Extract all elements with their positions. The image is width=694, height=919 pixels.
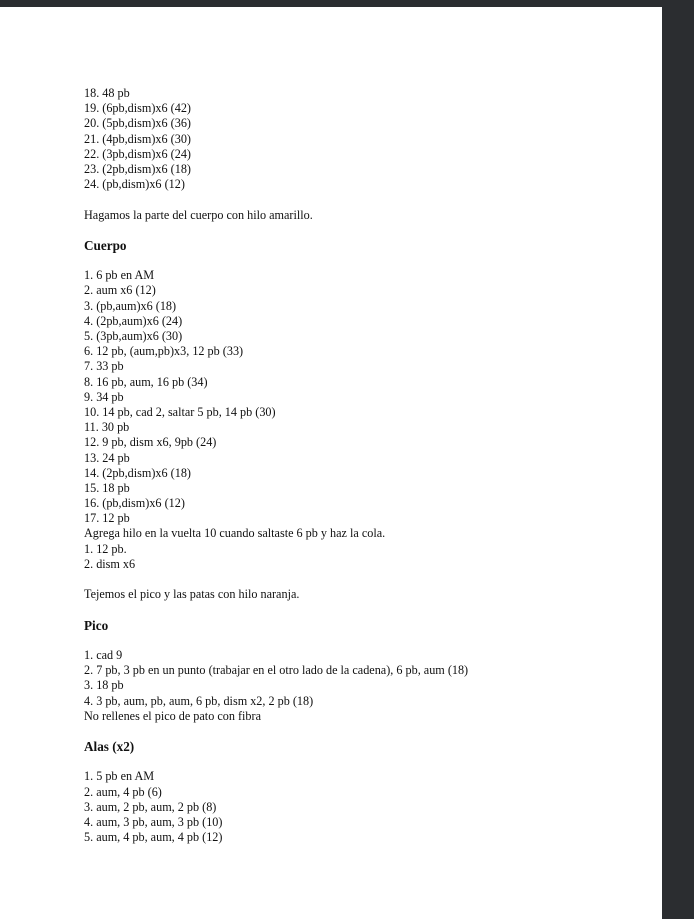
list-item: 18. 48 pb: [84, 86, 130, 100]
page-content: [84, 86, 644, 845]
spacer: [84, 192, 644, 207]
list-item: 13. 24 pb: [84, 450, 130, 465]
list-item: 20. (5pb,dism)x6 (36): [84, 116, 191, 131]
list-item: 14. (2pb,dism)x6 (18): [84, 465, 191, 480]
list-item: 2. 7 pb, 3 pb en un punto (trabajar en el otro lado de la cadena), 6 pb, aum (18): [84, 663, 469, 678]
list-item: 2. dism x6: [84, 556, 136, 571]
list-item: 3. (pb,aum)x6 (18): [84, 298, 177, 313]
list-item: 1. 5 pb en AM: [84, 769, 155, 784]
list-item: 12. 9 pb, dism x6, 9pb (24): [84, 435, 217, 450]
list-item: 1. 6 pb en AM: [84, 268, 155, 283]
list-item: 24. (pb,dism)x6 (12): [84, 177, 185, 192]
list-item: 15. 18 pb: [84, 480, 130, 495]
document-page: [0, 7, 662, 919]
list-item: 2. aum x6 (12): [84, 283, 156, 298]
spacer: [84, 253, 644, 268]
list-item: 1. cad 9: [84, 647, 123, 662]
list-item: 11. 30 pb: [84, 420, 130, 435]
list-item: 22. (3pb,dism)x6 (24): [84, 146, 191, 161]
spacer: [84, 724, 644, 739]
list-item: 6. 12 pb, (aum,pb)x3, 12 pb (33): [84, 344, 244, 359]
section-heading-cuerpo: Cuerpo: [84, 237, 127, 253]
list-item: 4. (2pb,aum)x6 (24): [84, 313, 183, 328]
list-item: 9. 34 pb: [84, 389, 124, 404]
list-item: 7. 33 pb: [84, 359, 124, 374]
list-item: 21. (4pb,dism)x6 (30): [84, 131, 191, 146]
list-item: No rellenes el pico de pato con fibra: [84, 708, 261, 723]
spacer: [84, 572, 644, 587]
spacer: [84, 602, 644, 617]
list-item: 4. aum, 3 pb, aum, 3 pb (10): [84, 815, 223, 829]
list-item: 5. aum, 4 pb, aum, 4 pb (12): [84, 830, 223, 845]
list-item: 3. 18 pb: [84, 678, 124, 693]
list-item: 10. 14 pb, cad 2, saltar 5 pb, 14 pb (30): [84, 404, 276, 419]
list-item: 1. 12 pb.: [84, 541, 127, 556]
list-item: 2. aum, 4 pb (6): [84, 784, 162, 799]
list-item: 8. 16 pb, aum, 16 pb (34): [84, 374, 208, 389]
list-item: Agrega hilo en la vuelta 10 cuando saltaste 6 pb y haz la cola.: [84, 526, 386, 541]
spacer: [84, 633, 644, 648]
alas-rounds-list: [84, 769, 644, 845]
list-item: 23. (2pb,dism)x6 (18): [84, 161, 191, 176]
list-item: 17. 12 pb: [84, 511, 130, 526]
list-item: 19. (6pb,dism)x6 (42): [84, 101, 191, 116]
list-item: 16. (pb,dism)x6 (12): [84, 496, 185, 511]
body-note: Hagamos la parte del cuerpo con hilo amarillo.: [84, 207, 313, 222]
list-item: 4. 3 pb, aum, pb, aum, 6 pb, dism x2, 2 pb (18): [84, 693, 314, 708]
pico-note: Tejemos el pico y las patas con hilo naranja.: [84, 587, 300, 602]
list-item: 3. aum, 2 pb, aum, 2 pb (8): [84, 799, 217, 814]
spacer: [84, 223, 644, 238]
cuerpo-rounds-list: [84, 268, 644, 572]
section-heading-alas: Alas (x2): [84, 739, 135, 755]
section-heading-pico: Pico: [84, 617, 109, 633]
spacer: [84, 754, 644, 769]
list-item: 5. (3pb,aum)x6 (30): [84, 329, 183, 343]
pico-rounds-list: [84, 648, 644, 724]
intro-rounds-list: [84, 86, 644, 192]
